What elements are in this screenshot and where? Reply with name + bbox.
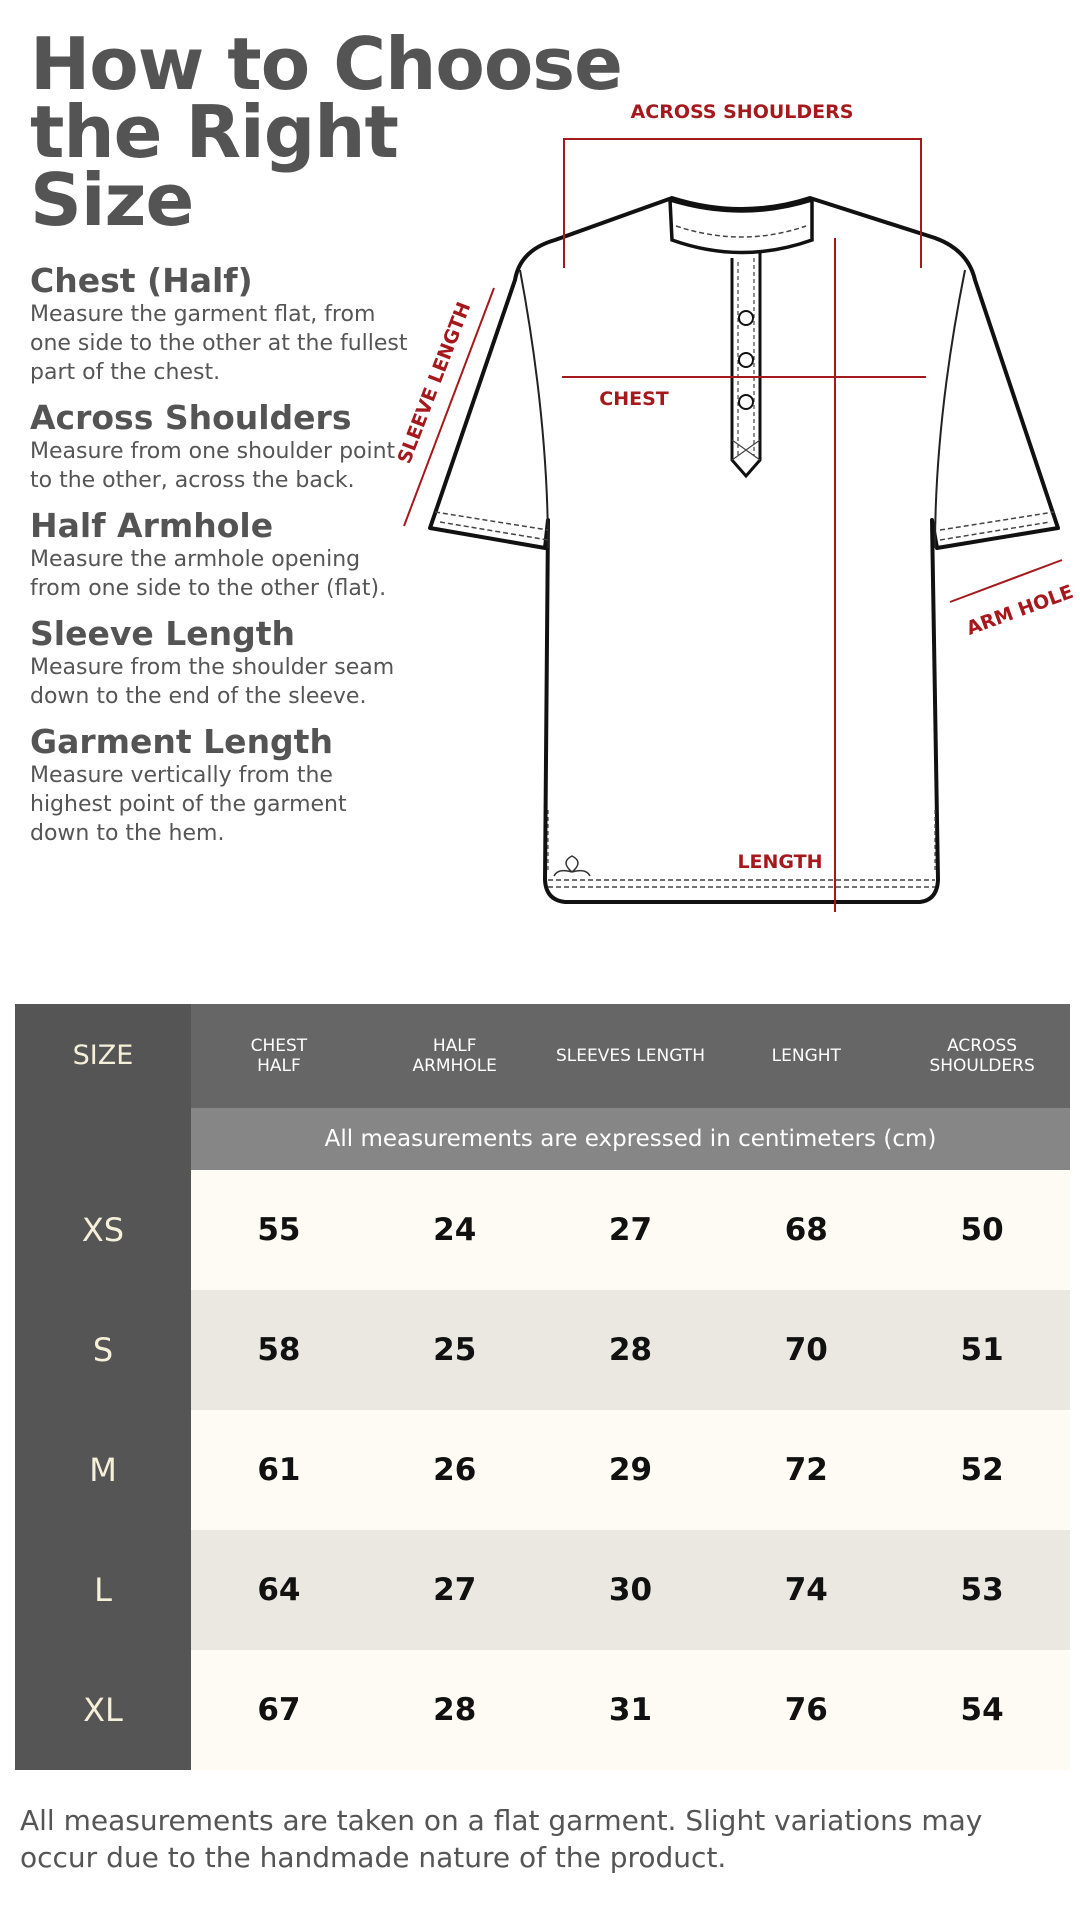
shirt-outline — [430, 198, 1058, 902]
value-cell: 68 — [718, 1170, 894, 1290]
column-header: HALF ARMHOLE — [367, 1004, 543, 1108]
value-cell: 50 — [894, 1170, 1070, 1290]
value-cell: 76 — [718, 1650, 894, 1770]
shirt-illustration — [380, 60, 1080, 960]
value-cell: 29 — [543, 1410, 719, 1530]
size-header: SIZE — [15, 1004, 191, 1108]
value-cell: 74 — [718, 1530, 894, 1650]
guide-half-armhole — [30, 507, 410, 603]
guide-garment-length — [30, 723, 410, 848]
value-cell: 25 — [367, 1290, 543, 1410]
value-cell: 27 — [367, 1530, 543, 1650]
value-cell: 64 — [191, 1530, 367, 1650]
value-cell: 52 — [894, 1410, 1070, 1530]
title-line: Size — [30, 158, 194, 242]
guide-text: Measure the garment flat, from one side to the other at the fullest part of the chest. — [30, 302, 408, 385]
value-cell: 27 — [543, 1170, 719, 1290]
label-length: LENGTH — [737, 851, 823, 873]
value-cell: 67 — [191, 1650, 367, 1770]
guide-text: Measure vertically from the highest point of the garment down to the hem. — [30, 763, 347, 846]
title-line: the Right — [30, 90, 398, 174]
column-header: LENGHT — [718, 1004, 894, 1108]
size-cell: XS — [15, 1170, 191, 1290]
value-cell: 30 — [543, 1530, 719, 1650]
value-cell: 31 — [543, 1650, 719, 1770]
column-header: SLEEVES LENGTH — [543, 1004, 719, 1108]
unit-note: All measurements are expressed in centimeters (cm) — [191, 1108, 1070, 1170]
column-header: CHEST HALF — [191, 1004, 367, 1108]
label-sleeve-length: SLEEVE LENGTH — [393, 299, 476, 467]
value-cell: 70 — [718, 1290, 894, 1410]
value-cell: 24 — [367, 1170, 543, 1290]
table-row — [15, 1530, 1070, 1650]
guide-heading: Across Shoulders — [30, 398, 352, 437]
label-across-shoulders: ACROSS SHOULDERS — [630, 101, 854, 123]
title-line: How to Choose — [30, 22, 622, 106]
value-cell: 28 — [543, 1290, 719, 1410]
guide-text: Measure from the shoulder seam down to the end of the sleeve. — [30, 655, 395, 709]
table-header-row — [15, 1004, 1070, 1108]
value-cell: 53 — [894, 1530, 1070, 1650]
footnote: All measurements are taken on a flat garment. Slight variations may occur due to the handmade nature of the product. — [20, 1804, 983, 1874]
value-cell: 51 — [894, 1290, 1070, 1410]
table-row — [15, 1650, 1070, 1770]
guide-across-shoulders — [30, 399, 410, 495]
guide-heading: Chest (Half) — [30, 261, 253, 300]
table-row — [15, 1290, 1070, 1410]
guide-heading: Half Armhole — [30, 506, 274, 545]
value-cell: 58 — [191, 1290, 367, 1410]
label-chest: CHEST — [599, 388, 669, 410]
measurement-guide — [30, 262, 410, 860]
size-cell: L — [15, 1530, 191, 1650]
column-header: ACROSS SHOULDERS — [894, 1004, 1070, 1108]
guide-heading: Sleeve Length — [30, 614, 296, 653]
value-cell: 72 — [718, 1410, 894, 1530]
unit-row — [15, 1108, 1070, 1170]
label-arm-hole: ARM HOLE — [963, 580, 1077, 640]
size-cell: S — [15, 1290, 191, 1410]
guide-chest-half — [30, 262, 410, 387]
table-row — [15, 1410, 1070, 1530]
shirt-diagram — [380, 60, 1080, 960]
value-cell: 55 — [191, 1170, 367, 1290]
guide-text: Measure from one shoulder point to the other, across the back. — [30, 439, 396, 493]
guide-sleeve-length — [30, 615, 410, 711]
value-cell: 61 — [191, 1410, 367, 1530]
size-cell: M — [15, 1410, 191, 1530]
size-cell: XL — [15, 1650, 191, 1770]
value-cell: 28 — [367, 1650, 543, 1770]
table-row — [15, 1170, 1070, 1290]
guide-heading: Garment Length — [30, 722, 333, 761]
guide-text: Measure the armhole opening from one side to the other (flat). — [30, 547, 387, 601]
value-cell: 26 — [367, 1410, 543, 1530]
size-table — [15, 1004, 1070, 1770]
value-cell: 54 — [894, 1650, 1070, 1770]
